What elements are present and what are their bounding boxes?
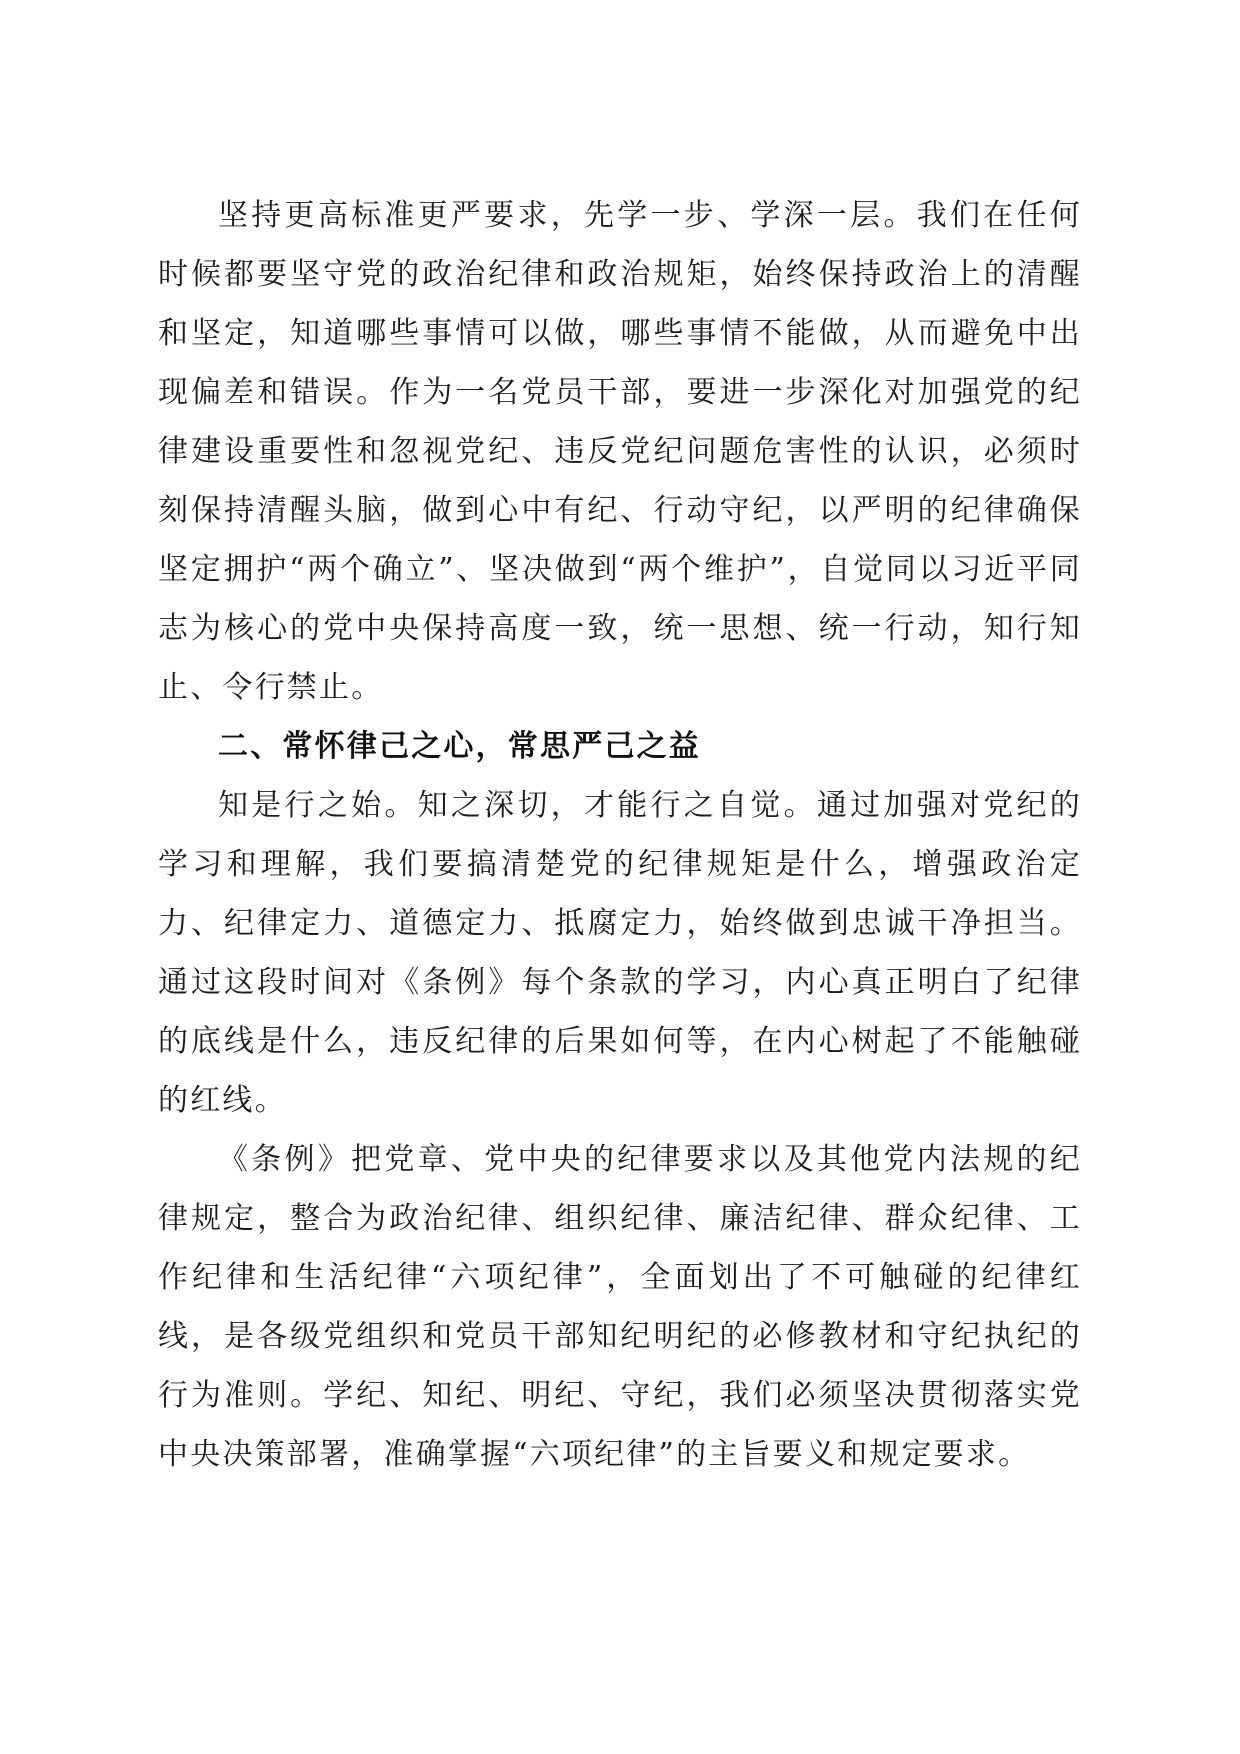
document-body	[158, 186, 1082, 1484]
paragraph-discipline-standards: 坚持更高标准更严要求，先学一步、学深一层。我们在任何时候都要坚守党的政治纪律和政治规矩，始终保持政治上的清醒和坚定，知道哪些事情可以做，哪些事情不能做，从而避免中出现偏差和错误。作为一名党员干部，要进一步深化对加强党的纪律建设重要性和忽视党纪、违反党纪问题危害性的认识，必须时刻保持清醒头脑，做到心中有纪、行动守纪，以严明的纪律确保坚定拥护“两个确立”、坚决做到“两个维护”，自觉同以习近平同志为核心的党中央保持高度一致，统一思想、统一行动，知行知止、令行禁止。	[158, 198, 1082, 705]
section-heading-2: 二、常怀律己之心，常思严己之益	[218, 729, 701, 764]
paragraph-knowledge-action: 知是行之始。知之深切，才能行之自觉。通过加强对党纪的学习和理解，我们要搞清楚党的纪律规矩是什么，增强政治定力、纪律定力、道德定力、抵腐定力，始终做到忠诚干净担当。通过这段时间对《条例》每个条款的学习，内心真正明白了纪律的底线是什么，违反纪律的后果如何等，在内心树起了不能触碰的红线。	[158, 788, 1082, 1118]
paragraph-regulations-six-disciplines: 《条例》把党章、党中央的纪律要求以及其他党内法规的纪律规定，整合为政治纪律、组织纪律、廉洁纪律、群众纪律、工作纪律和生活纪律“六项纪律”，全面划出了不可触碰的纪律红线，是各级党组织和党员干部知纪明纪的必修教材和守纪执纪的行为准则。学纪、知纪、明纪、守纪，我们必须坚决贯彻落实党中央决策部署，准确掌握“六项纪律”的主旨要义和规定要求。	[158, 1142, 1082, 1472]
